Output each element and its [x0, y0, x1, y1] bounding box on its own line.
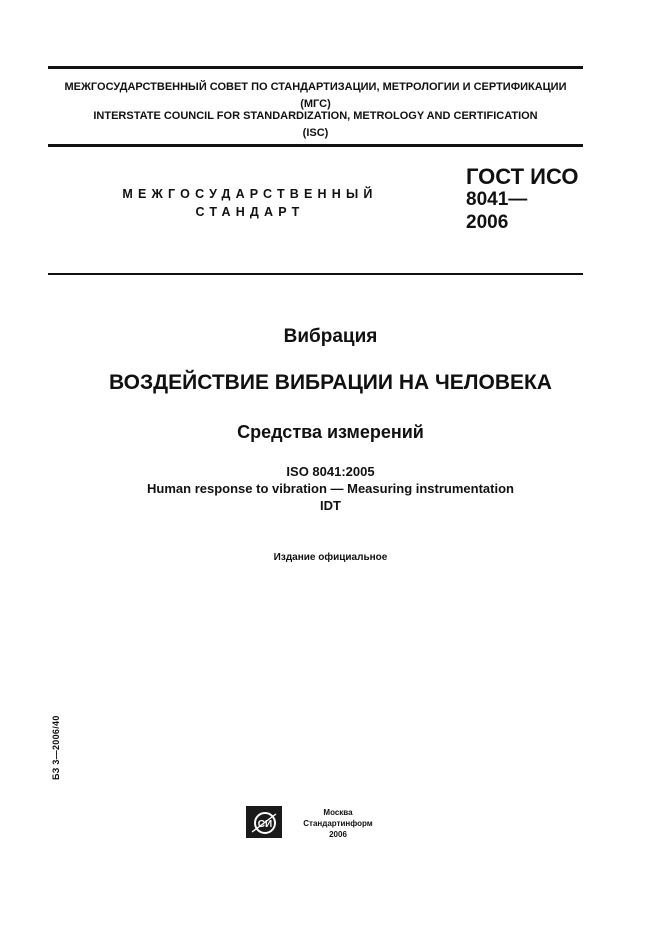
council-name-ru: МЕЖГОСУДАРСТВЕННЫЙ СОВЕТ ПО СТАНДАРТИЗАЦИИ, МЕТРОЛОГИИ И СЕРТИФИКАЦИИ	[64, 81, 567, 93]
gost-designation-line1: ГОСТ ИСО	[466, 164, 579, 189]
publisher-city: Москва	[323, 808, 353, 817]
top-rule	[48, 66, 583, 69]
section-rule	[48, 273, 583, 275]
idt-mark: IDT	[320, 498, 341, 513]
iso-reference: ISO 8041:2005	[286, 464, 375, 479]
council-abbr-ru: (МГС)	[300, 98, 331, 110]
council-abbr-en: (ISC)	[302, 127, 329, 139]
document-subtitle: Средства измерений	[237, 422, 424, 442]
publisher-year: 2006	[329, 830, 347, 839]
edition-note: Издание официальное	[273, 552, 388, 563]
council-name-en: INTERSTATE COUNCIL FOR STANDARDIZATION, METROLOGY AND CERTIFICATION	[93, 110, 538, 122]
header-bottom-rule	[48, 144, 583, 147]
standard-kind-line1: МЕЖГОСУДАРСТВЕННЫЙ	[122, 187, 378, 201]
publisher-name: Стандартинформ	[303, 819, 373, 828]
gost-designation-line3: 2006	[466, 212, 509, 233]
side-code: БЗ 3—2006/40	[51, 715, 61, 780]
standard-kind-line2: СТАНДАРТ	[195, 205, 305, 219]
standartinform-logo-icon	[246, 806, 282, 838]
iso-title-en: Human response to vibration — Measuring instrumentation	[147, 481, 514, 496]
document-topic: Вибрация	[283, 326, 378, 347]
gost-designation-line2: 8041—	[466, 189, 528, 210]
document-main-title: ВОЗДЕЙСТВИЕ ВИБРАЦИИ НА ЧЕЛОВЕКА	[109, 371, 552, 394]
publisher-logo	[246, 806, 282, 838]
logo-letters: СИ	[257, 819, 273, 830]
